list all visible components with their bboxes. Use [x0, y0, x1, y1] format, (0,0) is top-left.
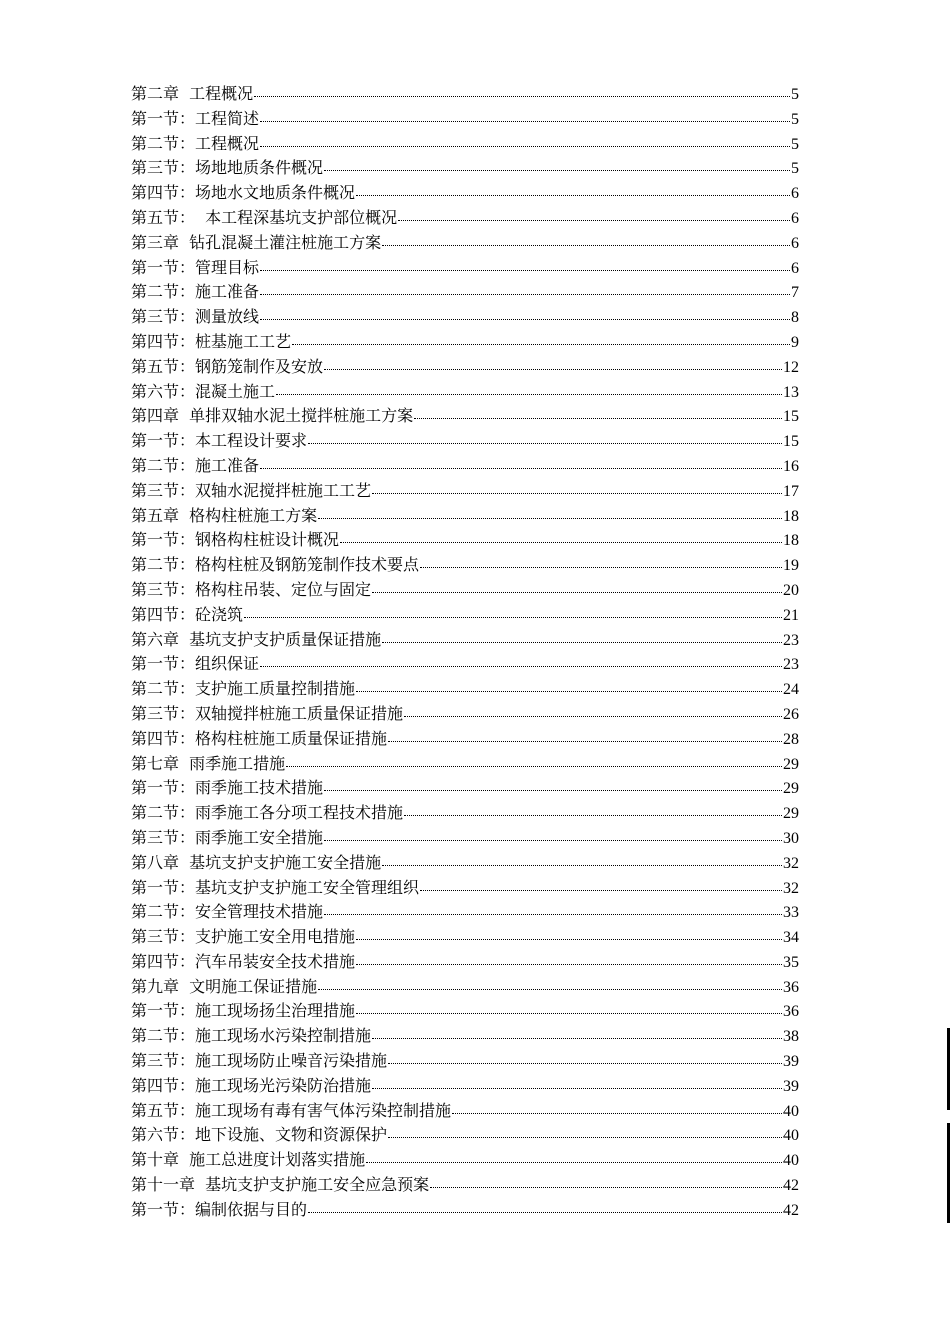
toc-entry-page-number: 13 — [783, 383, 799, 401]
toc-entry[interactable] — [131, 504, 799, 529]
toc-entry-page-number: 39 — [783, 1077, 799, 1095]
toc-entry[interactable] — [131, 975, 799, 1000]
toc-entry-title: 第二章 工程概况 — [131, 84, 254, 103]
toc-entry-page-number: 33 — [783, 904, 799, 922]
toc-entry[interactable] — [131, 603, 799, 628]
toc-entry-title: 第五章 格构柱桩施工方案 — [131, 505, 318, 525]
toc-entry-page-number: 39 — [783, 1053, 799, 1071]
toc-entry-title: 第二节：工程概况 — [131, 133, 260, 153]
toc-dot-leader — [260, 319, 790, 320]
toc-entry[interactable] — [131, 677, 799, 702]
toc-entry[interactable] — [131, 1148, 799, 1173]
toc-entry[interactable] — [131, 851, 799, 876]
toc-entry-page-number: 18 — [783, 532, 799, 550]
toc-entry-page-number: 23 — [783, 656, 799, 674]
toc-entry[interactable] — [131, 628, 799, 653]
toc-dot-leader — [324, 790, 782, 791]
toc-entry-title: 第十一章 基坑支护支护施工安全应急预案 — [131, 1175, 430, 1195]
toc-entry[interactable] — [131, 1173, 799, 1198]
toc-dot-leader — [324, 840, 782, 841]
toc-entry[interactable] — [131, 280, 799, 305]
toc-entry[interactable] — [131, 404, 799, 429]
toc-dot-leader — [260, 121, 790, 122]
toc-entry[interactable] — [131, 355, 799, 380]
toc-entry[interactable] — [131, 1074, 799, 1099]
toc-entry-title: 第三节：测量放线 — [131, 307, 260, 327]
toc-entry-title: 第四节：施工现场光污染防治措施 — [131, 1075, 372, 1095]
toc-entry-title: 第四节：场地水文地质条件概况 — [131, 183, 356, 203]
toc-dot-leader — [324, 369, 782, 370]
toc-entry-page-number: 36 — [783, 978, 799, 996]
toc-entry-page-number: 19 — [783, 557, 799, 575]
toc-entry-page-number: 29 — [783, 805, 799, 823]
toc-entry[interactable] — [131, 231, 799, 256]
toc-entry[interactable] — [131, 82, 799, 107]
toc-entry[interactable] — [131, 305, 799, 330]
toc-entry-title: 第一节：雨季施工技术措施 — [131, 778, 324, 798]
toc-entry-title: 第二节：安全管理技术措施 — [131, 902, 324, 922]
toc-entry-page-number: 16 — [783, 457, 799, 475]
toc-dot-leader — [260, 666, 782, 667]
toc-entry-page-number: 40 — [783, 1102, 799, 1120]
toc-entry-title: 第三章 钻孔混凝土灌注桩施工方案 — [131, 232, 382, 252]
toc-dot-leader — [244, 617, 782, 618]
toc-dot-leader — [324, 914, 782, 915]
toc-dot-leader — [372, 493, 782, 494]
toc-entry-title: 第六节：混凝土施工 — [131, 381, 276, 401]
toc-entry[interactable] — [131, 1099, 799, 1124]
toc-entry[interactable] — [131, 801, 799, 826]
toc-dot-leader — [318, 989, 782, 990]
toc-entry-title: 第二节：施工准备 — [131, 282, 260, 302]
toc-entry-page-number: 9 — [791, 333, 799, 351]
toc-entry[interactable] — [131, 727, 799, 752]
toc-entry[interactable] — [131, 776, 799, 801]
toc-entry-title: 第三节：格构柱吊装、定位与固定 — [131, 579, 372, 599]
toc-dot-leader — [404, 716, 782, 717]
toc-dot-leader — [372, 1038, 782, 1039]
toc-dot-leader — [388, 1063, 782, 1064]
toc-entry-page-number: 6 — [791, 259, 799, 277]
toc-entry-title: 第二节：施工准备 — [131, 455, 260, 475]
toc-entry-title: 第三节：施工现场防止噪音污染措施 — [131, 1051, 388, 1071]
toc-entry[interactable] — [131, 479, 799, 504]
toc-entry-title: 第四章 单排双轴水泥土搅拌桩施工方案 — [131, 406, 414, 426]
toc-entry-title: 第四节：砼浇筑 — [131, 604, 244, 624]
toc-entry-title: 第一节：本工程设计要求 — [131, 431, 308, 451]
toc-entry-title: 第二节：支护施工质量控制措施 — [131, 679, 356, 699]
toc-entry-page-number: 7 — [791, 284, 799, 302]
toc-dot-leader — [372, 1088, 782, 1089]
toc-entry-page-number: 21 — [783, 606, 799, 624]
toc-entry-page-number: 26 — [783, 705, 799, 723]
toc-dot-leader — [398, 220, 790, 221]
toc-dot-leader — [260, 294, 790, 295]
toc-entry-title: 第九章 文明施工保证措施 — [131, 976, 318, 996]
toc-dot-leader — [404, 815, 782, 816]
toc-entry-page-number: 36 — [783, 1003, 799, 1021]
toc-dot-leader — [286, 766, 782, 767]
toc-entry[interactable] — [131, 181, 799, 206]
toc-dot-leader — [324, 170, 790, 171]
toc-dot-leader — [276, 394, 782, 395]
toc-entry[interactable] — [131, 454, 799, 479]
toc-dot-leader — [420, 890, 782, 891]
toc-entry-title: 第三节：双轴水泥搅拌桩施工工艺 — [131, 480, 372, 500]
toc-entry-page-number: 5 — [791, 110, 799, 128]
toc-entry[interactable] — [131, 1049, 799, 1074]
toc-entry-title: 第一节：基坑支护支护施工安全管理组织 — [131, 877, 420, 897]
toc-entry-page-number: 5 — [791, 160, 799, 178]
toc-entry-page-number: 32 — [783, 879, 799, 897]
toc-entry-page-number: 32 — [783, 854, 799, 872]
toc-entry-title: 第三节：双轴搅拌桩施工质量保证措施 — [131, 703, 404, 723]
toc-dot-leader — [308, 1212, 782, 1213]
toc-entry-page-number: 38 — [783, 1028, 799, 1046]
toc-entry[interactable] — [131, 652, 799, 677]
toc-entry-page-number: 15 — [783, 408, 799, 426]
toc-entry-title: 第三节：支护施工安全用电措施 — [131, 927, 356, 947]
toc-entry-title: 第七章 雨季施工措施 — [131, 753, 286, 773]
toc-dot-leader — [382, 245, 790, 246]
toc-entry-page-number: 5 — [791, 86, 799, 103]
toc-entry[interactable] — [131, 826, 799, 851]
toc-entry-page-number: 40 — [783, 1127, 799, 1145]
toc-entry-title: 第一节：施工现场扬尘治理措施 — [131, 1001, 356, 1021]
toc-entry-page-number: 20 — [783, 581, 799, 599]
toc-entry-title: 第二节：雨季施工各分项工程技术措施 — [131, 803, 404, 823]
toc-entry-title: 第四节：格构柱桩施工质量保证措施 — [131, 728, 388, 748]
toc-entry-page-number: 24 — [783, 681, 799, 699]
toc-entry[interactable] — [131, 132, 799, 157]
toc-dot-leader — [414, 418, 782, 419]
toc-entry-title: 第五节：施工现场有毒有害气体污染控制措施 — [131, 1100, 452, 1120]
toc-dot-leader — [254, 96, 790, 97]
toc-entry-page-number: 35 — [783, 953, 799, 971]
toc-entry-page-number: 42 — [783, 1177, 799, 1195]
toc-dot-leader — [420, 567, 782, 568]
toc-dot-leader — [356, 691, 782, 692]
table-of-contents — [131, 82, 799, 1223]
toc-entry-title: 第六章 基坑支护支护质量保证措施 — [131, 629, 382, 649]
toc-entry[interactable] — [131, 206, 799, 231]
toc-dot-leader — [382, 642, 782, 643]
toc-entry-page-number: 18 — [783, 507, 799, 525]
toc-entry-page-number: 15 — [783, 433, 799, 451]
toc-entry-title: 第三节：场地地质条件概况 — [131, 158, 324, 178]
toc-entry-page-number: 12 — [783, 358, 799, 376]
toc-entry[interactable] — [131, 1024, 799, 1049]
toc-dot-leader — [382, 865, 782, 866]
toc-entry-page-number: 17 — [783, 482, 799, 500]
toc-entry-title: 第二节：格构柱桩及钢筋笼制作技术要点 — [131, 555, 420, 575]
toc-dot-leader — [356, 964, 782, 965]
toc-entry-title: 第八章 基坑支护支护施工安全措施 — [131, 852, 382, 872]
toc-entry-title: 第四节：桩基施工工艺 — [131, 331, 292, 351]
toc-entry-page-number: 29 — [783, 755, 799, 773]
toc-entry[interactable] — [131, 999, 799, 1024]
toc-dot-leader — [430, 1187, 782, 1188]
toc-entry-page-number: 40 — [783, 1152, 799, 1170]
toc-entry[interactable] — [131, 107, 799, 132]
toc-dot-leader — [356, 939, 782, 940]
toc-entry[interactable] — [131, 256, 799, 281]
toc-entry-title: 第四节：汽车吊装安全技术措施 — [131, 951, 356, 971]
toc-entry[interactable] — [131, 1123, 799, 1148]
toc-entry-page-number: 8 — [791, 309, 799, 327]
toc-dot-leader — [452, 1113, 782, 1114]
toc-entry-page-number: 6 — [791, 185, 799, 203]
toc-dot-leader — [356, 195, 790, 196]
toc-dot-leader — [308, 443, 782, 444]
toc-dot-leader — [356, 1013, 782, 1014]
toc-entry-title: 第三节：雨季施工安全措施 — [131, 827, 324, 847]
toc-entry[interactable] — [131, 876, 799, 901]
toc-entry[interactable] — [131, 578, 799, 603]
toc-entry[interactable] — [131, 156, 799, 181]
toc-entry[interactable] — [131, 950, 799, 975]
toc-entry[interactable] — [131, 702, 799, 727]
toc-entry[interactable] — [131, 330, 799, 355]
toc-dot-leader — [366, 1162, 782, 1163]
toc-entry-title: 第六节：地下设施、文物和资源保护 — [131, 1125, 388, 1145]
toc-entry-title: 第十章 施工总进度计划落实措施 — [131, 1150, 366, 1170]
toc-entry-page-number: 42 — [783, 1201, 799, 1219]
toc-dot-leader — [388, 1137, 782, 1138]
toc-dot-leader — [340, 542, 782, 543]
toc-entry[interactable] — [131, 528, 799, 553]
toc-entry[interactable] — [131, 429, 799, 454]
toc-entry-page-number: 29 — [783, 780, 799, 798]
toc-entry-page-number: 5 — [791, 135, 799, 153]
toc-entry-title: 第一节：编制依据与目的 — [131, 1199, 308, 1219]
toc-entry[interactable] — [131, 752, 799, 777]
toc-dot-leader — [260, 146, 790, 147]
toc-dot-leader — [372, 592, 782, 593]
toc-entry-page-number: 30 — [783, 829, 799, 847]
toc-entry-title: 第五节：钢筋笼制作及安放 — [131, 356, 324, 376]
toc-entry-title: 第二节：施工现场水污染控制措施 — [131, 1026, 372, 1046]
toc-dot-leader — [292, 344, 790, 345]
toc-entry-page-number: 6 — [791, 234, 799, 252]
toc-dot-leader — [260, 270, 790, 271]
toc-entry-page-number: 28 — [783, 730, 799, 748]
toc-entry[interactable] — [131, 1198, 799, 1223]
toc-entry-title: 第一节：工程简述 — [131, 108, 260, 128]
toc-entry-title: 第五节： 本工程深基坑支护部位概况 — [131, 207, 398, 227]
toc-entry-title: 第一节：管理目标 — [131, 257, 260, 277]
toc-entry[interactable] — [131, 925, 799, 950]
toc-entry-title: 第一节：钢格构柱桩设计概况 — [131, 530, 340, 550]
toc-entry[interactable] — [131, 900, 799, 925]
toc-dot-leader — [318, 518, 782, 519]
toc-entry-page-number: 6 — [791, 209, 799, 227]
toc-entry-title: 第一节：组织保证 — [131, 654, 260, 674]
toc-entry[interactable] — [131, 380, 799, 405]
toc-entry-page-number: 34 — [783, 929, 799, 947]
toc-dot-leader — [388, 741, 782, 742]
toc-dot-leader — [260, 468, 782, 469]
toc-entry[interactable] — [131, 553, 799, 578]
toc-entry-page-number: 23 — [783, 631, 799, 649]
